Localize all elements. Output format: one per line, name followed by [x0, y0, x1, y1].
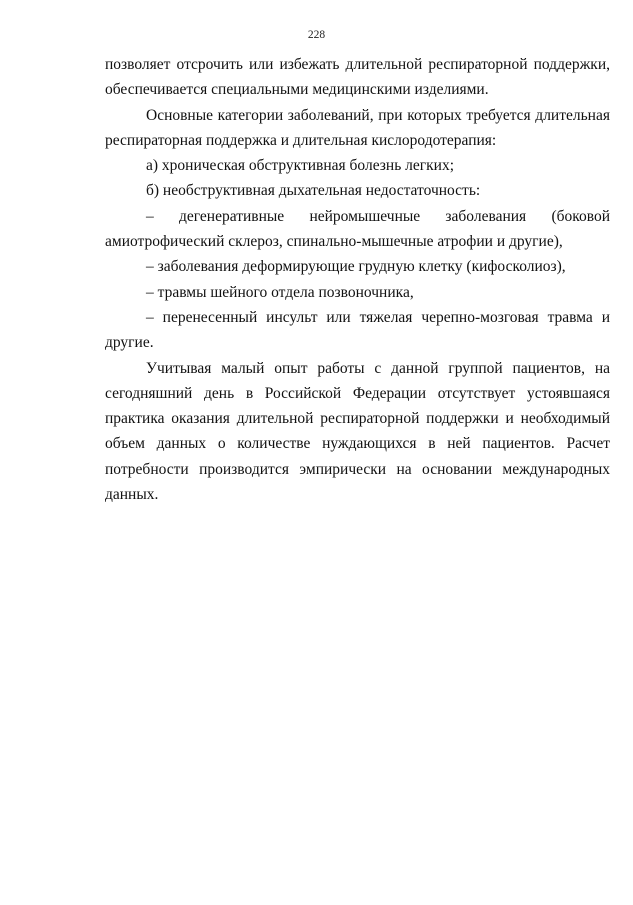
paragraph-continuation: позволяет отсрочить или избежать длительной респираторной поддержки, обеспечивается специальными медицинскими изделиями. [105, 56, 610, 99]
paragraph-practice-note: Учитывая малый опыт работы с данной группой пациентов, на сегодняшний день в Российской Федерации отсутствует устоявшаяся практика оказания длительной респираторной поддержки и необходимый объем данных о количестве нуждающихся в ней пациентов. Расчет потребности производится эмпирически на основании международных данных. [105, 359, 610, 504]
page-number: 228 [307, 29, 326, 41]
list-item-chest-deformity: – заболевания деформирующие грудную клетку (кифосколиоз), [146, 258, 566, 276]
document-body [105, 52, 610, 507]
list-item-stroke-tbi: – перенесенный инсульт или тяжелая черепно-мозговая травма и другие. [105, 308, 610, 352]
list-item-copd: а) хроническая обструктивная болезнь легких; [146, 157, 454, 175]
list-item-non-obstructive: б) необструктивная дыхательная недостаточность: [146, 182, 481, 200]
list-item-spinal-trauma: – травмы шейного отдела позвоночника, [146, 283, 414, 301]
list-item-neuromuscular: – дегенеративные нейромышечные заболевания (боковой амиотрофический склероз, спинально-мышечные атрофии и другие), [105, 207, 610, 251]
paragraph-disease-categories: Основные категории заболеваний, при которых требуется длительная респираторная поддержка и длительная кислородотерапия: [105, 106, 610, 149]
